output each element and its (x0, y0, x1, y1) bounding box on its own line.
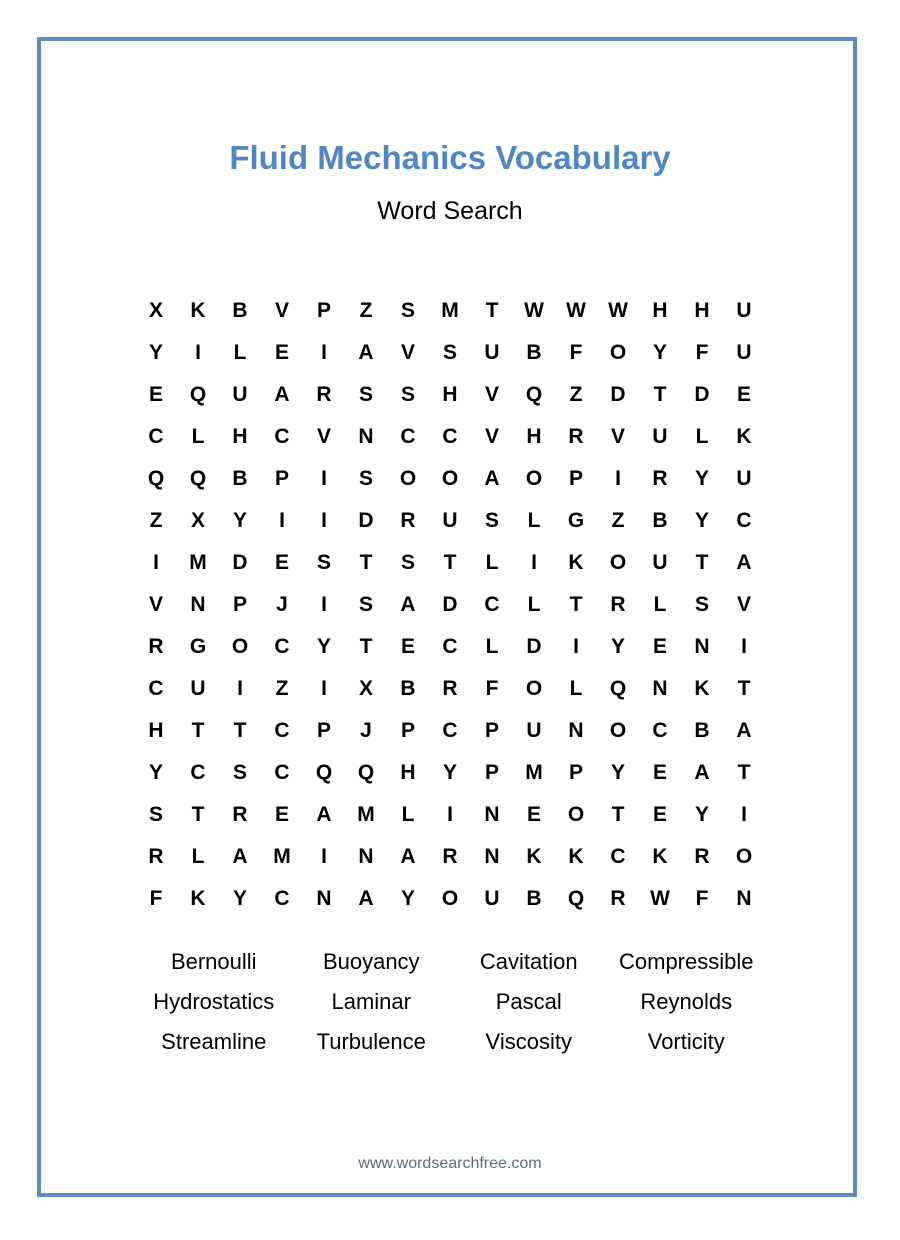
grid-letter[interactable]: C (274, 887, 290, 910)
grid-letter[interactable]: Q (189, 467, 207, 490)
grid-letter[interactable]: C (400, 425, 416, 448)
grid-letter[interactable]: I (573, 635, 579, 658)
grid-letter[interactable]: B (232, 467, 248, 490)
grid-letter[interactable]: V (484, 425, 499, 448)
grid-letter[interactable]: S (358, 467, 373, 490)
grid-letter[interactable]: E (400, 635, 415, 658)
grid-letter[interactable]: A (232, 845, 248, 868)
grid-letter[interactable]: R (652, 467, 668, 490)
grid-letter[interactable]: E (526, 803, 541, 826)
grid-letter[interactable]: A (316, 803, 332, 826)
grid-letter[interactable]: L (527, 593, 541, 616)
grid-letter[interactable]: U (442, 509, 458, 532)
grid-letter[interactable]: N (652, 677, 668, 700)
grid-letter[interactable]: C (148, 677, 164, 700)
grid-letter[interactable]: S (358, 383, 373, 406)
grid-letter[interactable]: T (737, 677, 751, 700)
grid-letter[interactable]: C (442, 635, 458, 658)
grid-letter[interactable]: C (274, 425, 290, 448)
grid-letter[interactable]: I (321, 845, 327, 868)
grid-letter[interactable]: A (484, 467, 500, 490)
grid-letter[interactable]: B (400, 677, 416, 700)
grid-letter[interactable]: T (359, 635, 373, 658)
page-subtitle: Word Search (377, 197, 523, 225)
grid-letter[interactable]: Z (359, 299, 373, 322)
grid-letter[interactable]: V (736, 593, 751, 616)
grid-letter[interactable]: Y (316, 635, 331, 658)
grid-letter[interactable]: R (442, 677, 458, 700)
grid-letter[interactable]: C (610, 845, 626, 868)
grid-letter[interactable]: N (484, 845, 500, 868)
grid-letter[interactable]: M (273, 845, 291, 868)
grid-letter[interactable]: Z (611, 509, 625, 532)
grid-letter[interactable]: K (652, 845, 668, 868)
grid-letter[interactable]: E (148, 383, 163, 406)
grid-letter[interactable]: Y (232, 509, 247, 532)
grid-letter[interactable]: U (232, 383, 248, 406)
grid-letter[interactable]: Z (275, 677, 289, 700)
grid-letter[interactable]: N (484, 803, 500, 826)
grid-letter[interactable]: N (358, 425, 374, 448)
grid-letter[interactable]: C (274, 635, 290, 658)
grid-letter[interactable]: I (615, 467, 621, 490)
grid-letter[interactable]: E (274, 551, 289, 574)
grid-letter[interactable]: T (191, 719, 205, 742)
grid-letter[interactable]: Y (148, 761, 163, 784)
word-list-item: Buoyancy (322, 949, 420, 974)
grid-letter[interactable]: V (400, 341, 415, 364)
grid-letter[interactable]: P (400, 719, 415, 742)
grid-letter[interactable]: C (190, 761, 206, 784)
grid-letter[interactable]: I (321, 593, 327, 616)
grid-letter[interactable]: Q (147, 467, 165, 490)
grid-letter[interactable]: I (321, 509, 327, 532)
grid-letter[interactable]: C (274, 719, 290, 742)
grid-letter[interactable]: P (232, 593, 247, 616)
grid-letter[interactable]: Q (567, 887, 585, 910)
grid-letter[interactable]: P (316, 299, 331, 322)
grid-letter[interactable]: Q (357, 761, 375, 784)
grid-letter[interactable]: S (442, 341, 457, 364)
grid-letter[interactable]: C (442, 719, 458, 742)
word-list-item: Pascal (495, 989, 562, 1014)
footer-url: www.wordsearchfree.com (358, 1155, 542, 1172)
grid-letter[interactable]: F (695, 341, 709, 364)
grid-letter[interactable]: T (233, 719, 247, 742)
page-title: Fluid Mechanics Vocabulary (229, 139, 671, 176)
word-list-item: Hydrostatics (153, 989, 275, 1014)
grid-letter[interactable]: E (652, 635, 667, 658)
grid-letter[interactable]: T (359, 551, 373, 574)
grid-letter[interactable]: Y (610, 635, 625, 658)
grid-letter[interactable]: L (653, 593, 667, 616)
grid-letter[interactable]: H (652, 299, 668, 322)
grid-letter[interactable]: Y (694, 509, 709, 532)
grid-letter[interactable]: N (736, 887, 752, 910)
grid-letter[interactable]: I (237, 677, 243, 700)
grid-letter[interactable]: Q (189, 383, 207, 406)
grid-letter[interactable]: Q (525, 383, 543, 406)
grid-letter[interactable]: R (694, 845, 710, 868)
grid-letter[interactable]: Y (694, 467, 709, 490)
grid-letter[interactable]: K (694, 677, 710, 700)
grid-letter[interactable]: M (525, 761, 543, 784)
grid-letter[interactable]: T (569, 593, 583, 616)
grid-letter[interactable]: A (400, 845, 416, 868)
grid-letter[interactable]: S (484, 509, 499, 532)
grid-letter[interactable]: R (400, 509, 416, 532)
grid-letter[interactable]: L (191, 425, 205, 448)
grid-letter[interactable]: K (568, 551, 584, 574)
grid-letter[interactable]: V (316, 425, 331, 448)
grid-letter[interactable]: L (485, 635, 499, 658)
grid-letter[interactable]: R (610, 593, 626, 616)
grid-letter[interactable]: T (737, 761, 751, 784)
grid-letter[interactable]: D (694, 383, 710, 406)
word-list-item: Reynolds (640, 989, 733, 1014)
grid-letter[interactable]: H (400, 761, 416, 784)
grid-letter[interactable]: W (524, 299, 544, 322)
grid-letter[interactable]: L (401, 803, 415, 826)
grid-letter[interactable]: C (484, 593, 500, 616)
grid-letter[interactable]: V (610, 425, 625, 448)
grid-letter[interactable]: F (485, 677, 499, 700)
grid-letter[interactable]: G (567, 509, 585, 532)
grid-letter[interactable]: B (652, 509, 668, 532)
grid-letter[interactable]: N (190, 593, 206, 616)
grid-letter[interactable]: L (527, 509, 541, 532)
grid-letter[interactable]: O (609, 719, 627, 742)
word-list-item: Bernoulli (170, 949, 257, 974)
grid-letter[interactable]: I (279, 509, 285, 532)
grid-letter[interactable]: E (274, 803, 289, 826)
grid-letter[interactable]: F (149, 887, 163, 910)
word-list (135, 942, 765, 1062)
grid-letter[interactable]: C (736, 509, 752, 532)
grid-letter[interactable]: W (566, 299, 586, 322)
grid-letter[interactable]: A (736, 551, 752, 574)
grid-letter[interactable]: N (694, 635, 710, 658)
grid-letter[interactable]: F (695, 887, 709, 910)
grid-letter[interactable]: T (653, 383, 667, 406)
grid-letter[interactable]: H (694, 299, 710, 322)
grid-letter[interactable]: Q (609, 677, 627, 700)
grid-letter[interactable]: N (358, 845, 374, 868)
grid-letter[interactable]: O (609, 341, 627, 364)
grid-letter[interactable]: Y (148, 341, 163, 364)
grid-letter[interactable]: E (736, 383, 751, 406)
grid-letter[interactable]: H (526, 425, 542, 448)
grid-letter[interactable]: R (442, 845, 458, 868)
grid-letter[interactable]: D (232, 551, 248, 574)
grid-letter[interactable]: L (191, 845, 205, 868)
grid-letter[interactable]: W (650, 887, 670, 910)
grid-letter[interactable]: W (608, 299, 628, 322)
grid-letter[interactable]: X (190, 509, 205, 532)
grid-letter[interactable]: B (232, 299, 248, 322)
grid-letter[interactable]: I (447, 803, 453, 826)
grid-letter[interactable]: Y (610, 761, 625, 784)
grid-letter[interactable]: S (400, 551, 415, 574)
word-list-item: Turbulence (316, 1029, 426, 1054)
grid-letter[interactable]: Q (315, 761, 333, 784)
grid-letter[interactable]: O (525, 677, 543, 700)
grid-letter[interactable]: O (525, 467, 543, 490)
grid-letter[interactable]: A (358, 341, 374, 364)
grid-letter[interactable]: P (484, 719, 499, 742)
grid-letter[interactable]: O (567, 803, 585, 826)
grid-letter[interactable]: C (274, 761, 290, 784)
grid-letter[interactable]: S (400, 383, 415, 406)
grid-letter[interactable]: O (399, 467, 417, 490)
grid-letter[interactable]: P (274, 467, 289, 490)
grid-letter[interactable]: T (191, 803, 205, 826)
grid-letter[interactable]: L (695, 425, 709, 448)
grid-letter[interactable]: U (484, 887, 500, 910)
grid-letter[interactable]: A (274, 383, 290, 406)
grid-letter[interactable]: P (568, 761, 583, 784)
grid-letter[interactable]: F (569, 341, 583, 364)
grid-letter[interactable]: C (148, 425, 164, 448)
grid-letter[interactable]: T (485, 299, 499, 322)
grid-letter[interactable]: K (526, 845, 542, 868)
grid-letter[interactable]: C (652, 719, 668, 742)
grid-letter[interactable]: B (526, 887, 542, 910)
grid-letter[interactable]: E (652, 803, 667, 826)
grid-letter[interactable]: S (232, 761, 247, 784)
word-list-item: Viscosity (485, 1029, 572, 1054)
grid-letter[interactable]: J (276, 593, 288, 616)
grid-letter[interactable]: P (484, 761, 499, 784)
grid-letter[interactable]: V (484, 383, 499, 406)
grid-letter[interactable]: R (232, 803, 248, 826)
grid-letter[interactable]: S (316, 551, 331, 574)
grid-letter[interactable]: V (274, 299, 289, 322)
grid-letter[interactable]: I (741, 635, 747, 658)
grid-letter[interactable]: D (442, 593, 458, 616)
grid-letter[interactable]: C (442, 425, 458, 448)
grid-letter[interactable]: S (358, 593, 373, 616)
grid-letter[interactable]: B (694, 719, 710, 742)
grid-letter[interactable]: L (569, 677, 583, 700)
grid-letter[interactable]: T (443, 551, 457, 574)
grid-letter[interactable]: O (609, 551, 627, 574)
grid-letter[interactable]: B (526, 341, 542, 364)
grid-letter[interactable]: D (610, 383, 626, 406)
grid-letter[interactable]: U (484, 341, 500, 364)
word-list-item: Cavitation (479, 949, 578, 974)
grid-letter[interactable]: V (148, 593, 163, 616)
grid-letter[interactable]: K (568, 845, 584, 868)
grid-letter[interactable]: I (321, 467, 327, 490)
grid-letter[interactable]: E (652, 761, 667, 784)
grid-letter[interactable]: I (531, 551, 537, 574)
grid-letter[interactable]: R (610, 887, 626, 910)
grid-letter[interactable]: D (358, 509, 374, 532)
grid-letter[interactable]: M (189, 551, 207, 574)
grid-letter[interactable]: L (485, 551, 499, 574)
grid-letter[interactable]: M (441, 299, 459, 322)
grid-letter[interactable]: Y (442, 761, 457, 784)
grid-letter[interactable]: R (148, 635, 164, 658)
grid-letter[interactable]: U (736, 467, 752, 490)
grid-letter[interactable]: O (441, 887, 459, 910)
grid-letter[interactable]: S (148, 803, 163, 826)
grid-letter[interactable]: R (148, 845, 164, 868)
grid-letter[interactable]: K (190, 887, 206, 910)
grid-letter[interactable]: A (736, 719, 752, 742)
grid-letter[interactable]: S (694, 593, 709, 616)
grid-letter[interactable]: U (652, 551, 668, 574)
grid-letter[interactable]: Y (652, 341, 667, 364)
grid-letter[interactable]: H (442, 383, 458, 406)
word-list-item: Laminar (331, 989, 411, 1014)
grid-letter[interactable]: R (568, 425, 584, 448)
grid-letter[interactable]: I (153, 551, 159, 574)
grid-letter[interactable]: U (652, 425, 668, 448)
grid-letter[interactable]: O (441, 467, 459, 490)
grid-letter[interactable]: X (358, 677, 373, 700)
grid-letter[interactable]: S (400, 299, 415, 322)
word-list-item: Vorticity (647, 1029, 725, 1054)
word-list-item: Compressible (619, 949, 754, 974)
grid-letter[interactable]: L (233, 341, 247, 364)
grid-letter[interactable]: K (190, 299, 206, 322)
grid-letter[interactable]: A (400, 593, 416, 616)
grid-letter[interactable]: U (190, 677, 206, 700)
grid-letter[interactable]: O (735, 845, 753, 868)
grid-letter[interactable]: Y (400, 887, 415, 910)
grid-letter[interactable]: D (526, 635, 542, 658)
grid-letter[interactable]: Y (232, 887, 247, 910)
grid-letter[interactable]: E (274, 341, 289, 364)
grid-letter[interactable]: N (316, 887, 332, 910)
grid-letter[interactable]: U (736, 341, 752, 364)
grid-letter[interactable]: R (316, 383, 332, 406)
grid-letter[interactable]: O (231, 635, 249, 658)
grid-letter[interactable]: Z (149, 509, 163, 532)
grid-letter[interactable]: X (148, 299, 163, 322)
grid-letter[interactable]: Y (694, 803, 709, 826)
letter-grid (135, 290, 765, 920)
grid-letter[interactable]: J (360, 719, 372, 742)
grid-letter[interactable]: I (321, 341, 327, 364)
grid-letter[interactable]: A (694, 761, 710, 784)
grid-letter[interactable]: I (195, 341, 201, 364)
grid-letter[interactable]: H (148, 719, 164, 742)
grid-letter[interactable]: Z (569, 383, 583, 406)
grid-letter[interactable]: H (232, 425, 248, 448)
grid-letter[interactable]: P (316, 719, 331, 742)
grid-letter[interactable]: U (526, 719, 542, 742)
grid-letter[interactable]: U (736, 299, 752, 322)
grid-letter[interactable]: I (741, 803, 747, 826)
grid-letter[interactable]: G (189, 635, 207, 658)
grid-letter[interactable]: P (568, 467, 583, 490)
grid-letter[interactable]: T (695, 551, 709, 574)
grid-letter[interactable]: M (357, 803, 375, 826)
grid-letter[interactable]: T (611, 803, 625, 826)
grid-letter[interactable]: A (358, 887, 374, 910)
grid-letter[interactable]: I (321, 677, 327, 700)
word-list-item: Streamline (161, 1029, 267, 1054)
grid-letter[interactable]: K (736, 425, 752, 448)
grid-letter[interactable]: N (568, 719, 584, 742)
